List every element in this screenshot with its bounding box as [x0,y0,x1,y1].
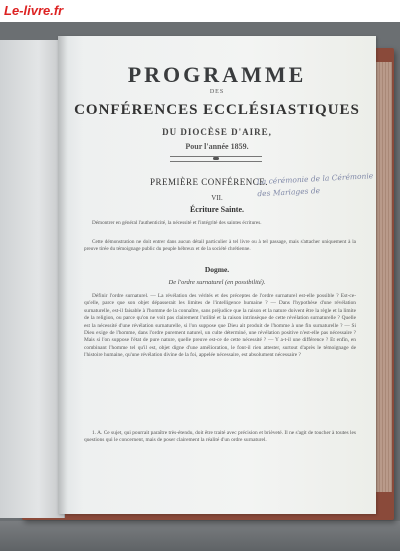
dogme-paragraph: Définir l'ordre surnaturel. — La révélation des vérités et des préceptes de l'ordre surnaturel est-elle possible ? Est-ce-qu'elle, parce que son objet dépasserait les limites de l'intelligence humaine ? — Dans l'hypothèse d'une révélation surnaturelle, est-il faisable à l'homme de la connaître, sans préjudice que la raison et la nature doivent être la règle et la limite de la religion, ou parce qu'on ne voit pas clairement l'utilité et la raison intrinsèque de cette révélation surnaturelle ? Quelle est la nécessité d'une révélation surnaturelle, si l'on suppose que Dieu ait produit de l'homme à une fin surnaturelle ? — Si Dieu exige de l'homme, dans l'ordre purement naturel, un culte déterminé, une révélation positive n'est-elle pas nécessaire ? Mais si l'on suppose l'état de pure nature, quelle preuve est-ce de cette nécessité ? — Y a-t-il une différence ? Et enfin, en combinant l'homme tel qu'il est, objet digne d'une amélioration, le font-il rien attester, surtout d'après le témoignage de l'histoire humaine, qu'une révélation divine de la foi, appelée nécessaire, est absolument nécessaire ? [84,293,356,359]
document-subtitle: CONFÉRENCES ECCLÉSIASTIQUES [74,102,360,118]
left-page [0,40,65,518]
watermark-logo: Le-livre.fr [4,3,64,18]
document-title: PROGRAMME [127,62,307,87]
year-line: Pour l'année 1859. [185,142,249,151]
dogme-heading: Dogme. [204,265,230,274]
paragraph: Cette démonstration ne doit entrer dans aucun détail particulier à tel livre ou à tel passage, mais s'attacher uniquement à la preuve tirée du témoignage public du peuple hébreux et de la société chrétienne. [84,239,356,252]
dogme-subheading: De l'ordre surnaturel (en possibilité). [168,279,266,286]
table-surface [0,521,400,551]
document-page [58,36,376,514]
rule-ornament [213,157,219,160]
paragraph: Démontrer en général l'authenticité, la nécessité et l'intégrité des saintes écritures. [92,220,262,226]
handwritten-annotation: La cérémonie de la Cérémonie des Mariages de [256,171,374,199]
title-connector: DES [209,89,225,95]
conference-heading: PREMIÈRE CONFÉRENCE. [150,177,269,187]
section-title: Écriture Sainte. [189,205,245,214]
footnote-paragraph: 1. A. Ce sujet, qui pourrait paraître très-étendu, doit être traité avec précision et brièveté. Il ne s'agit de toucher à toutes les questions qui le concernent, mais de poser clairement la réalité d'un ordre surnaturel. [84,430,356,444]
photo-backdrop [0,22,400,551]
section-number: VII. [211,194,223,202]
diocese-line: DU DIOCÈSE D'AIRE, [162,127,272,137]
